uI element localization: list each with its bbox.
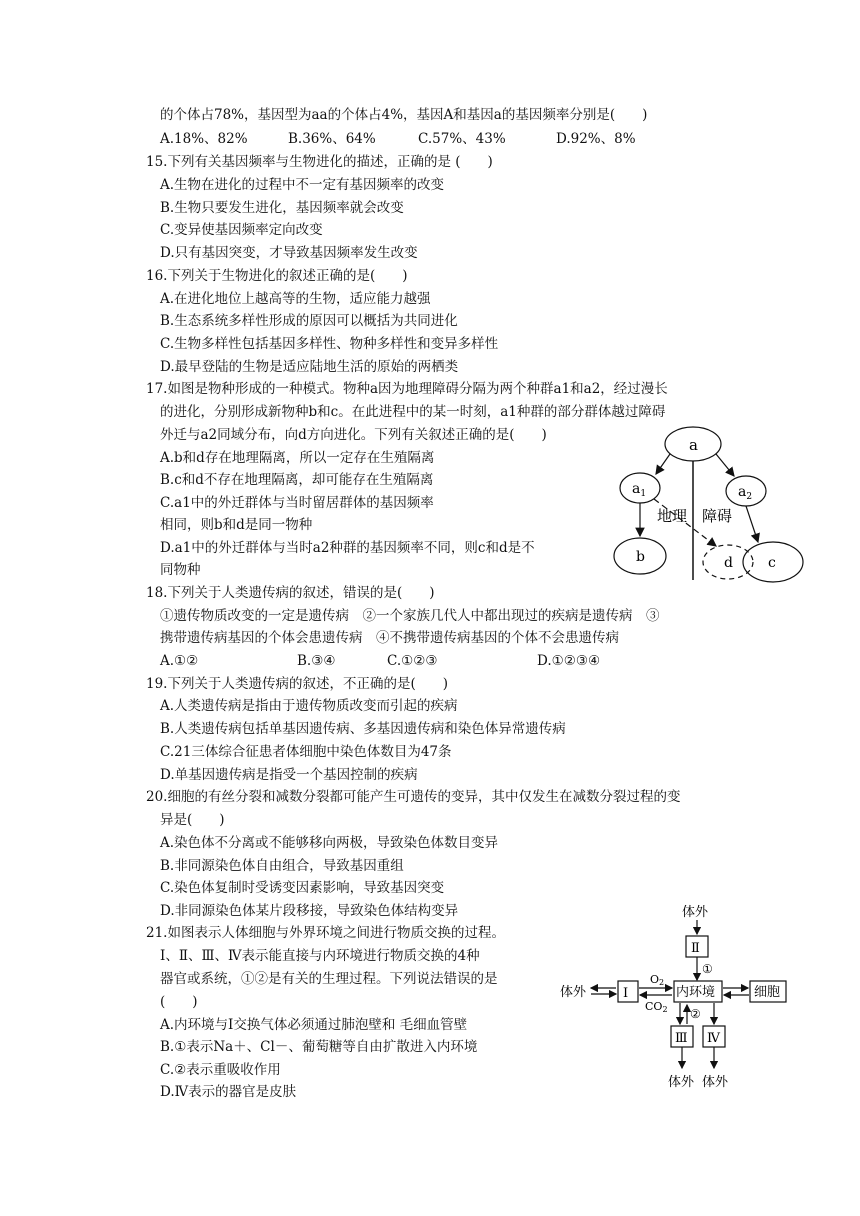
outside-bottom-1-label: 体外	[668, 1075, 695, 1090]
box-IV-label: Ⅳ	[707, 1031, 720, 1046]
q21-stem-line4: ( )	[160, 994, 198, 1010]
species-d-label: d	[724, 555, 733, 571]
q20-option-a: A.染色体不分离或不能够移向两极，导致染色体数目变异	[160, 835, 499, 851]
q15-stem: 15.下列有关基因频率与生物进化的描述，正确的是 ( )	[146, 154, 493, 170]
q17-option-c-line2: 相同，则b和d是同一物种	[160, 517, 313, 533]
q19-option-a: A.人类遗传病是指由于遗传物质改变而引起的疾病	[160, 698, 458, 714]
q16-option-b: B.生态系统多样性形成的原因可以概括为共同进化	[160, 313, 458, 329]
q20-stem-line1: 20.细胞的有丝分裂和减数分裂都可能产生可遗传的变异，其中仅发生在减数分裂过程的变	[146, 789, 681, 805]
process-2-label: ②	[690, 1007, 701, 1021]
q18-option-d: D.①②③④	[537, 653, 601, 669]
box-I-label: Ⅰ	[623, 986, 629, 1001]
cell-label: 细胞	[754, 985, 781, 1000]
species-c-label: c	[768, 555, 776, 571]
q17-option-d-line2: 同物种	[160, 562, 201, 578]
q15-option-a: A.生物在进化的过程中不一定有基因频率的改变	[160, 177, 445, 193]
q14-options	[160, 130, 636, 148]
arrow-a2-to-c	[746, 506, 758, 542]
q16-option-c: C.生物多样性包括基因多样性、物种多样性和变异多样性	[160, 336, 499, 352]
arrow-a-to-a1	[656, 454, 670, 474]
q15-option-c: C.变异使基因频率定向改变	[160, 222, 323, 238]
q18-stem: 18.下列关于人类遗传病的叙述，错误的是( )	[146, 585, 435, 601]
q19-option-c: C.21三体综合征患者体细胞中染色体数目为47条	[160, 744, 452, 760]
q21-stem-line1: 21.如图表示人体细胞与外界环境之间进行物质交换的过程。	[146, 925, 505, 941]
q17-stem-line1: 17.如图是物种形成的一种模式。物种a因为地理障碍分隔为两个种群a1和a2，经过漫长	[146, 381, 668, 397]
outside-top-label: 体外	[682, 905, 709, 920]
q19-option-b: B.人类遗传病包括单基因遗传病、多基因遗传病和染色体异常遗传病	[160, 721, 566, 737]
q14-option-d: D.92%、8%	[556, 131, 636, 147]
q21-option-c: C.②表示重吸收作用	[160, 1062, 281, 1078]
q17-option-b: B.c和d不存在地理隔离，却可能存在生殖隔离	[160, 472, 434, 488]
q19-option-d: D.单基因遗传病是指受一个基因控制的疾病	[160, 767, 418, 783]
q18-option-c: C.①②③	[387, 653, 438, 669]
q14-stem-cont: 的个体占78%，基因型为aa的个体占4%，基因A和基因a的基因频率分别是( )	[160, 107, 648, 123]
q16-option-a: A.在进化地位上越高等的生物，适应能力越强	[160, 291, 431, 307]
internal-environment-label: 内环境	[676, 985, 716, 1000]
q20-option-c: C.染色体复制时受诱变因素影响，导致基因突变	[160, 880, 445, 896]
co2-label: CO2	[645, 1000, 668, 1014]
q16-option-d: D.最早登陆的生物是适应陆地生活的原始的两栖类	[160, 359, 459, 375]
q21-option-b: B.①表示Na＋、Cl－、葡萄糖等自由扩散进入内环境	[160, 1039, 478, 1055]
q19-stem: 19.下列关于人类遗传病的叙述，不正确的是( )	[146, 676, 449, 692]
geographic-barrier-label: 地理 障碍	[657, 507, 733, 525]
q21-stem-line2: Ⅰ、Ⅱ、Ⅲ、Ⅳ表示能直接与内环境进行物质交换的4种	[160, 948, 480, 964]
population-a1-label: $a_1$	[632, 481, 647, 499]
q18-option-a: A.①②	[160, 653, 199, 669]
box-III-label: Ⅲ	[675, 1031, 688, 1046]
q16-stem: 16.下列关于生物进化的叙述正确的是( )	[146, 268, 408, 284]
q20-option-b: B.非同源染色体自由组合，导致基因重组	[160, 858, 404, 874]
q20-stem-line2: 异是( )	[160, 812, 225, 828]
material-exchange-diagram	[556, 900, 800, 1092]
q17-stem-line2: 的进化，分别形成新物种b和c。在此进程中的某一时刻，a1种群的部分群体越过障碍	[160, 404, 666, 420]
box-II-label: Ⅱ	[691, 941, 700, 956]
q18-option-b: B.③④	[297, 653, 336, 669]
q21-option-a: A.内环境与Ⅰ交换气体必须通过肺泡壁和 毛细血管壁	[160, 1017, 468, 1033]
q18-statements-line1: ①遗传物质改变的一定是遗传病 ②一个家族几代人中都出现过的疾病是遗传病 ③	[160, 608, 660, 624]
q20-option-d: D.非同源染色体某片段移接，导致染色体结构变异	[160, 903, 459, 919]
q18-options	[160, 652, 600, 670]
q15-option-b: B.生物只要发生进化，基因频率就会改变	[160, 200, 404, 216]
q17-option-d-line1: D.a1中的外迁群体与当时a2种群的基因频率不同，则c和d是不	[160, 540, 535, 556]
outside-left-label: 体外	[560, 985, 587, 1000]
process-1-label: ①	[702, 962, 713, 976]
population-a2-label: $a_2$	[738, 484, 753, 502]
species-a-label: a	[689, 436, 698, 454]
speciation-diagram	[600, 424, 820, 584]
q17-option-a: A.b和d存在地理隔离，所以一定存在生殖隔离	[160, 450, 435, 466]
q18-statements-line2: 携带遗传病基因的个体会患遗传病 ④不携带遗传病基因的个体不会患遗传病	[160, 630, 619, 646]
arrow-a-to-a2	[716, 454, 734, 476]
q21-stem-line3: 器官或系统，①②是有关的生理过程。下列说法错误的是	[160, 971, 498, 987]
q15-option-d: D.只有基因突变，才导致基因频率发生改变	[160, 245, 418, 261]
q17-stem-line3: 外迁与a2同域分布，向d方向进化。下列有关叙述正确的是( )	[160, 427, 547, 443]
q14-option-c: C.57%、43%	[418, 131, 506, 147]
q14-option-a: A.18%、82%	[160, 131, 248, 147]
q14-option-b: B.36%、64%	[288, 131, 376, 147]
o2-label: O2	[650, 973, 665, 987]
species-b-label: b	[636, 549, 645, 565]
q17-option-c-line1: C.a1中的外迁群体与当时留居群体的基因频率	[160, 495, 434, 511]
outside-bottom-2-label: 体外	[702, 1075, 729, 1090]
q21-option-d: D.Ⅳ表示的器官是皮肤	[160, 1084, 297, 1100]
